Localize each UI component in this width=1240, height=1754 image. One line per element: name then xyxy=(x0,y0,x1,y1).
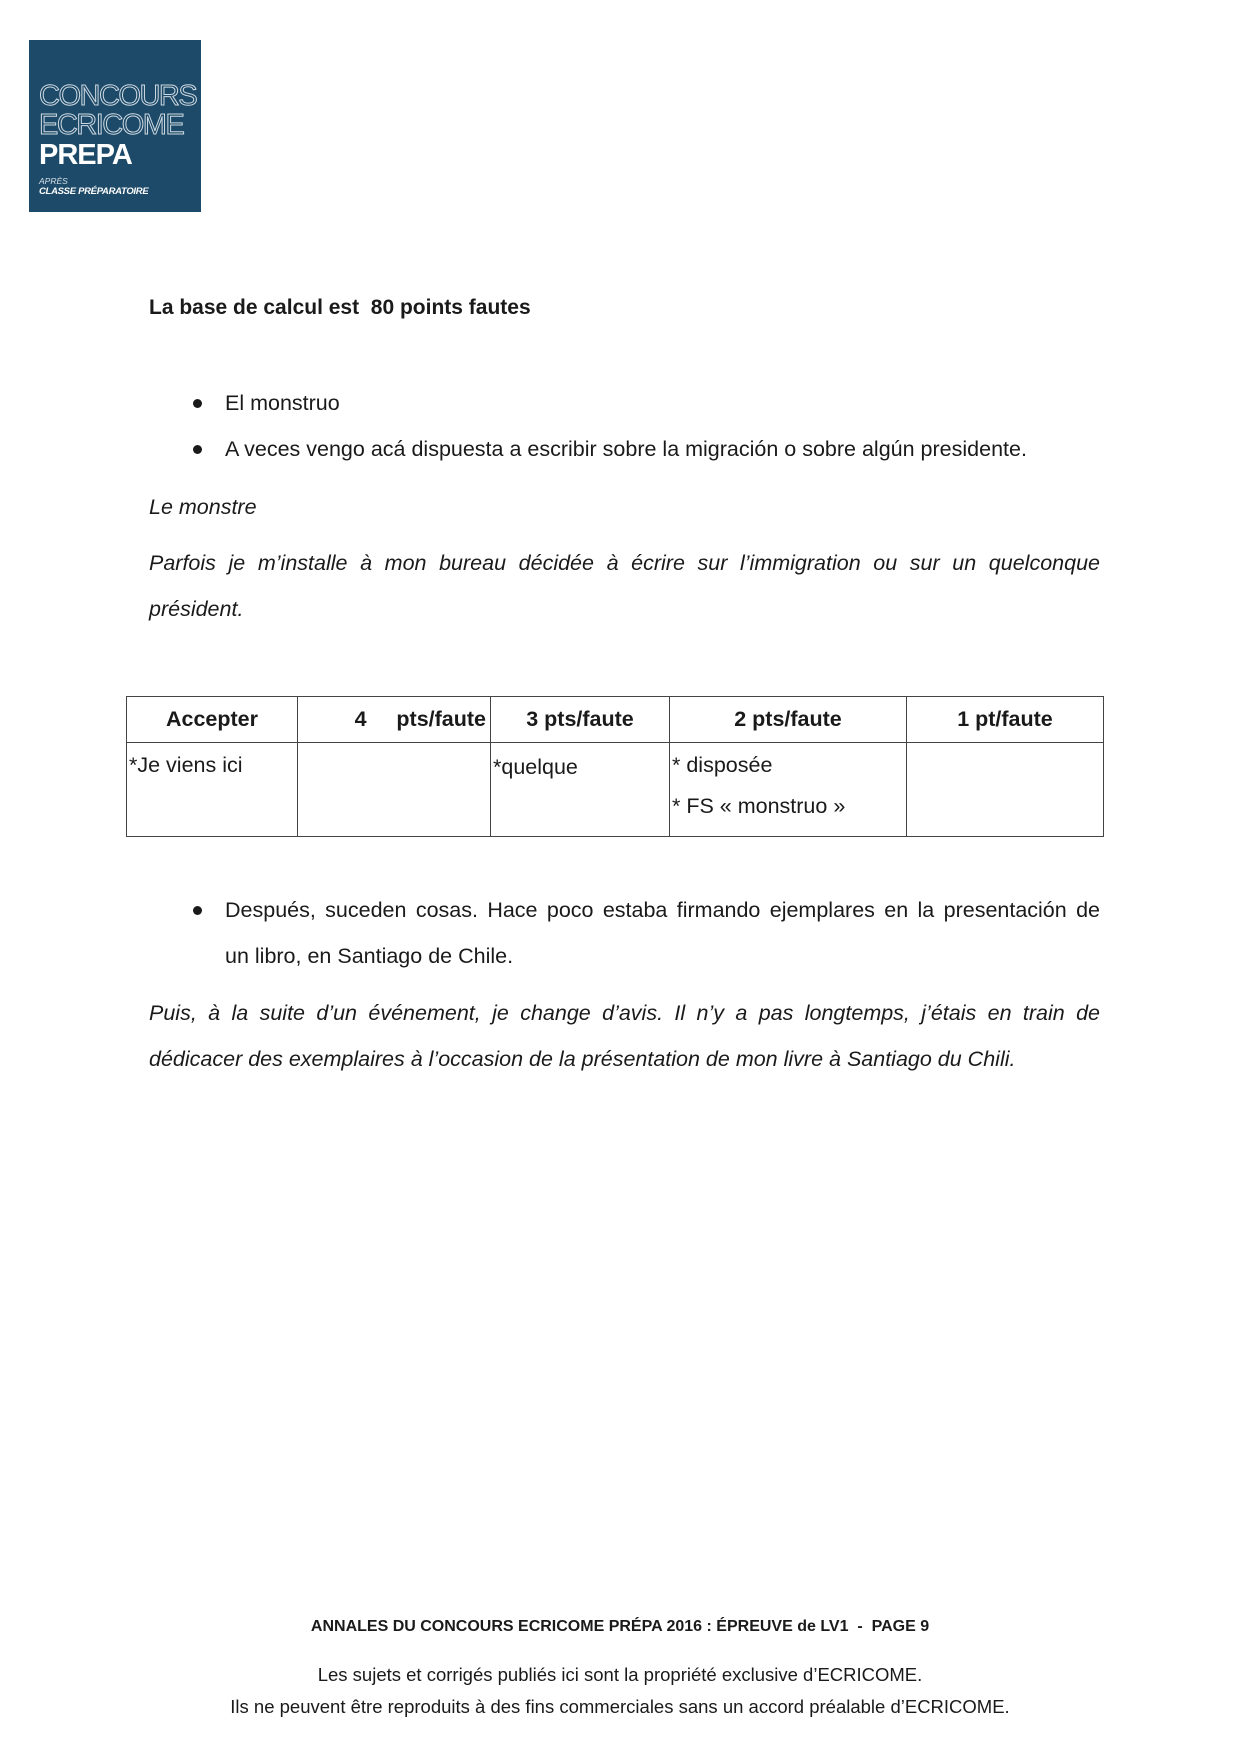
column-header: 2 pts/faute xyxy=(670,697,907,743)
list-item xyxy=(149,380,1100,426)
translation-paragraph xyxy=(149,540,1100,632)
source-text-list xyxy=(149,887,1100,979)
translation-title: Le monstre xyxy=(149,495,257,519)
list-item xyxy=(149,426,1100,472)
source-sentence: El monstruo xyxy=(225,391,340,415)
logo-line-classe: CLASSE PRÉPARATOIRE xyxy=(39,185,149,197)
logo-line-concours: CONCOURS xyxy=(39,80,197,112)
column-header: 4 pts/faute xyxy=(298,697,491,743)
bullet-icon xyxy=(193,906,202,915)
logo-line-ecricome: ECRICOME xyxy=(39,109,184,141)
column-header: Accepter xyxy=(127,697,298,743)
cell-entry: *quelque xyxy=(493,755,578,779)
column-header: 1 pt/faute xyxy=(907,697,1104,743)
translation-line: Parfois je m’installe à mon bureau décidée à écrire sur l’immigration ou sur un quelconque xyxy=(149,551,1100,575)
bullet-icon xyxy=(193,445,202,454)
translation-paragraph xyxy=(149,990,1100,1082)
penalty-table xyxy=(126,696,1104,837)
cell-entry: *Je viens ici xyxy=(129,753,243,777)
logo-line-apres: APRÈS xyxy=(39,176,68,186)
source-sentence: A veces vengo acá dispuesta a escribir sobre la migración o sobre algún presidente. xyxy=(225,437,1027,461)
cell-entry: * FS « monstruo » xyxy=(672,794,846,818)
table-header-row xyxy=(127,697,1104,743)
table-cell xyxy=(670,743,907,837)
bullet-icon xyxy=(193,399,202,408)
table-cell xyxy=(127,743,298,837)
translation-line: président. xyxy=(149,597,244,621)
source-sentence-line: un libro, en Santiago de Chile. xyxy=(225,944,514,968)
reproduction-notice: Ils ne peuvent être reproduits à des fins commerciales sans un accord préalable d’ECRICOME. xyxy=(230,1696,1010,1717)
logo-line-prepa: PREPA xyxy=(39,139,132,171)
list-item xyxy=(149,887,1100,979)
table-cell xyxy=(907,743,1104,837)
page-footer-title: ANNALES DU CONCOURS ECRICOME PRÉPA 2016 : ÉPREUVE de LV1 - PAGE 9 xyxy=(310,1618,930,1635)
table-cell xyxy=(491,743,670,837)
source-text-list xyxy=(149,380,1100,472)
column-header: 3 pts/faute xyxy=(491,697,670,743)
source-sentence-line: Después, suceden cosas. Hace poco estaba firmando ejemplares en la presentación de xyxy=(225,898,1100,922)
translation-line: Puis, à la suite d’un événement, je change d’avis. Il n’y a pas longtemps, j’étais en train de xyxy=(149,1001,1100,1025)
copyright-notice: Les sujets et corrigés publiés ici sont la propriété exclusive d’ECRICOME. xyxy=(317,1664,923,1685)
ecricome-logo xyxy=(29,40,201,212)
translation-line: dédicacer des exemplaires à l’occasion de la présentation de mon livre à Santiago du Chili. xyxy=(149,1047,1016,1071)
table-cell xyxy=(298,743,491,837)
table-row xyxy=(127,743,1104,837)
scoring-heading: La base de calcul est 80 points fautes xyxy=(149,296,531,319)
cell-entry: * disposée xyxy=(672,753,773,777)
